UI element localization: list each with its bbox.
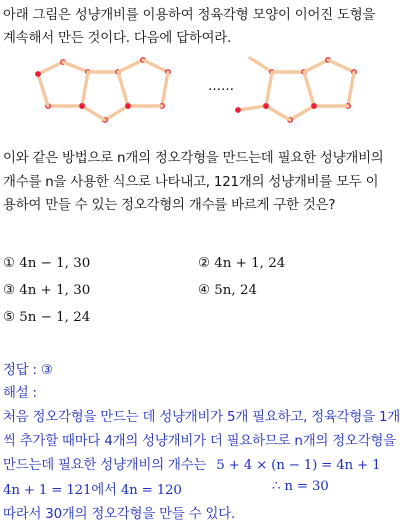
option-5-number: ⑤: [3, 310, 16, 325]
matchstick: [250, 58, 272, 72]
explanation-line-2: 씩 추가할 때마다 4개의 성냥개비가 더 필요하므로 n개의 정오각형을: [3, 434, 396, 449]
option-4-number: ④: [198, 283, 211, 298]
matchstick: [143, 60, 168, 72]
matchstick: [348, 72, 354, 106]
question-line-2: 계속해서 만든 것이다. 다음에 답하여라.: [3, 31, 232, 46]
matchstick: [266, 72, 272, 106]
matchstick: [304, 72, 314, 106]
option-3-number: ③: [3, 283, 16, 298]
option-4-text: 5n, 24: [214, 283, 257, 298]
matchstick-figure: [0, 48, 400, 128]
option-1-number: ①: [3, 256, 16, 271]
explanation-line-4a: 4n + 1 = 121에서 4n = 120: [3, 483, 182, 498]
option-1[interactable]: [3, 256, 90, 271]
matchstick: [118, 60, 143, 72]
match-head: [125, 103, 131, 109]
answer-label: 정답 : ③: [3, 363, 53, 378]
match-head: [263, 103, 269, 109]
option-5-text: 5n − 1, 24: [19, 310, 91, 325]
matchstick: [63, 62, 88, 72]
option-2[interactable]: [198, 256, 285, 271]
option-2-number: ②: [198, 256, 211, 271]
question-line-3: 이와 같은 방법으로 n개의 정오각형을 만드는데 필요한 성냥개비의: [3, 151, 384, 166]
matchstick: [266, 106, 290, 120]
option-1-text: 4n − 1, 30: [19, 256, 91, 271]
matchstick: [304, 60, 328, 72]
option-4[interactable]: [198, 283, 257, 298]
option-3-text: 4n + 1, 30: [19, 283, 91, 298]
explanation-line-1: 처음 정오각형을 만드는 데 성냥개비가 5개 필요하고, 정육각형을 1개: [3, 410, 400, 425]
question-line-4: 개수를 n을 사용한 식으로 나타내고, 121개의 성냥개비를 모두 이: [3, 175, 379, 190]
option-2-text: 4n + 1, 24: [214, 256, 286, 271]
explanation-line-3: [3, 454, 380, 473]
option-3[interactable]: [3, 283, 90, 298]
explanation-line-5: 따라서 30개의 정오각형을 만들 수 있다.: [3, 507, 236, 522]
question-line-1: 아래 그림은 성냥개비를 이용하여 정육각형 모양이 이어진 도형을: [3, 8, 376, 23]
match-head: [79, 103, 85, 109]
matchstick: [38, 74, 48, 106]
option-5[interactable]: [3, 310, 90, 325]
matchstick: [238, 106, 266, 110]
explanation-line-4b: ∴ n = 30: [272, 479, 329, 494]
matchstick: [105, 106, 128, 120]
explanation-line-3-text: 만드는데 필요한 성냥개비의 개수는: [3, 458, 207, 473]
match-head: [235, 107, 241, 113]
question-line-5: 용하여 만들 수 있는 정오각형의 개수를 바르게 구한 것은?: [3, 198, 336, 213]
matchstick: [82, 72, 88, 106]
matchstick: [38, 62, 63, 74]
match-head: [311, 103, 317, 109]
figure-ellipsis: ……: [208, 79, 234, 94]
matchsticks: [35, 57, 357, 123]
matchstick: [162, 72, 168, 106]
explanation-formula: 5 + 4 × (n − 1) = 4n + 1: [216, 458, 381, 473]
match-head: [35, 71, 41, 77]
matchstick: [82, 106, 105, 120]
matchstick: [118, 72, 128, 106]
explanation-label: 해설 :: [3, 386, 37, 401]
matchstick: [328, 60, 354, 72]
matchstick: [290, 106, 314, 120]
